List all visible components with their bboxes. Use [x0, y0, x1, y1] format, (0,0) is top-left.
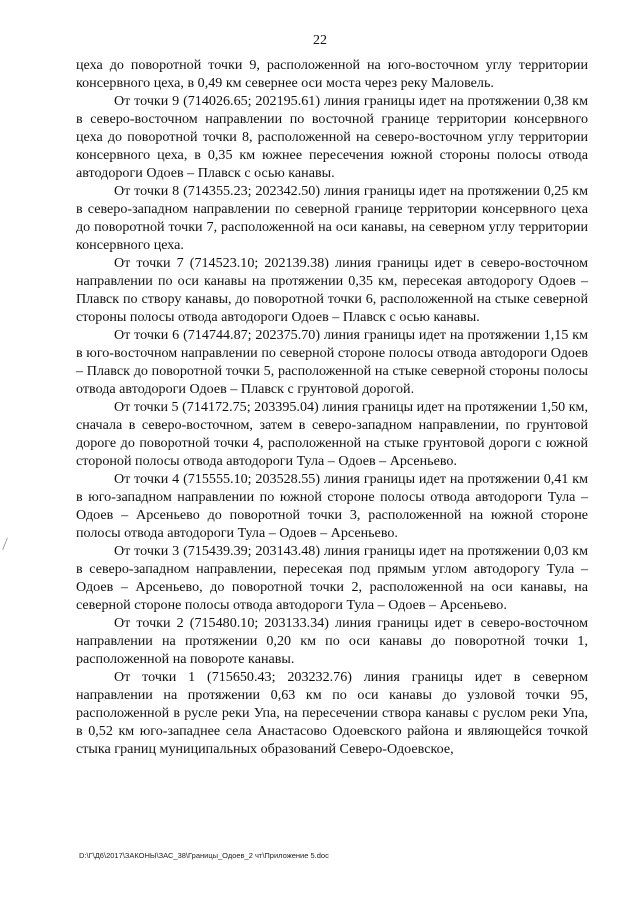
margin-scribble-mark: ⁄	[1, 535, 9, 554]
paragraph-point-8: От точки 8 (714355.23; 202342.50) линия границы идет на протяжении 0,25 км в северо-западном направлении по северной границе территории консервного цеха до поворотной точки 7, расположенной на оси канавы, на северном углу территории консервного цеха.	[76, 183, 588, 253]
page-number: 22	[313, 33, 327, 48]
paragraph-point-2: От точки 2 (715480.10; 203133.34) линия границы идет в северо-восточном направлении на протяжении 0,20 км по оси канавы до поворотной точки 1, расположенной на повороте канавы.	[76, 615, 588, 667]
paragraph-point-4: От точки 4 (715555.10; 203528.55) линия границы идет на протяжении 0,41 км в юго-западном направлении по южной стороне полосы отвода автодороги Тула – Одоев – Арсеньево до поворотной точки 3, расположенной на южной стороне полосы отвода автодороги Тула – Одоев – Арсеньево.	[76, 471, 588, 541]
paragraph-point-9: От точки 9 (714026.65; 202195.61) линия границы идет на протяжении 0,38 км в северо-восточном направлении по восточной границе территории консервного цеха до поворотной точки 8, расположенной на северо-восточном углу территории консервного цеха, в 0,35 км южнее пересечения южной стороны полосы отвода автодороги Одоев – Плавск с осью канавы.	[76, 93, 588, 181]
paragraph-continuation: цеха до поворотной точки 9, расположенной на юго-восточном углу территории консервного цеха, в 0,49 км севернее оси моста через реку Маловель.	[76, 57, 588, 91]
footer-file-path: D:\Г\Д6\2017\ЗАКОНЫ\ЗАС_38\Границы_Одоев_2 чт\Приложение 5.doc	[79, 851, 329, 860]
paragraph-point-1: От точки 1 (715650.43; 203232.76) линия границы идет в северном направлении на протяжении 0,63 км по оси канавы до узловой точки 95, расположенной в русле реки Упа, на пересечении створа канавы с руслом реки Упа, в 0,52 км юго-западнее села Анастасово Одоевского района и являющейся точкой стыка границ муниципальных образований Северо-Одоевское,	[76, 669, 588, 757]
paragraph-point-3: От точки 3 (715439.39; 203143.48) линия границы идет на протяжении 0,03 км в северо-западном направлении, пересекая под прямым углом автодорогу Тула – Одоев – Арсеньево, до поворотной точки 2, расположенной на оси канавы, на северной стороне полосы отвода автодороги Тула – Одоев – Арсеньево.	[76, 543, 588, 613]
paragraph-point-5: От точки 5 (714172.75; 203395.04) линия границы идет на протяжении 1,50 км, сначала в северо-восточном, затем в северо-западном направлении, по грунтовой дороге до поворотной точки 4, расположенной на стыке грунтовой дороги с южной стороной полосы отвода автодороги Тула – Одоев – Арсеньево.	[76, 399, 588, 469]
document-body	[76, 56, 588, 758]
paragraph-point-6: От точки 6 (714744.87; 202375.70) линия границы идет на протяжении 1,15 км в юго-восточном направлении по северной стороне полосы отвода автодороги Одоев – Плавск до поворотной точки 5, расположенной на стыке северной стороны полосы отвода автодороги Одоев – Плавск с грунтовой дорогой.	[76, 327, 588, 397]
paragraph-point-7: От точки 7 (714523.10; 202139.38) линия границы идет в северо-восточном направлении по оси канавы на протяжении 0,35 км, пересекая автодорогу Одоев – Плавск по створу канавы, до поворотной точки 6, расположенной на стыке северной стороны полосы отвода автодороги Одоев – Плавск с осью канавы.	[76, 255, 588, 325]
